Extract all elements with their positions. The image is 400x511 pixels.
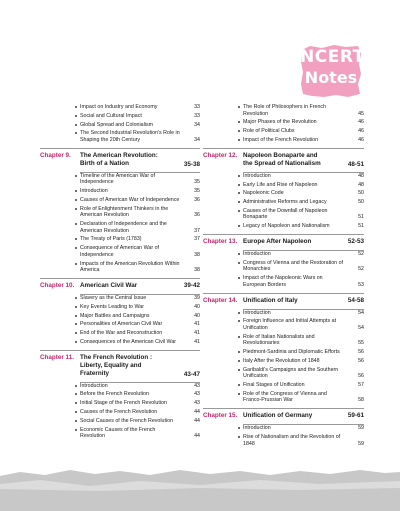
toc-entry — [203, 425, 364, 434]
toc-entry-page: 45 — [358, 110, 364, 117]
square-bullet-icon — [238, 210, 240, 212]
toc-entry-text: Administrative Reforms and Legacy — [243, 199, 327, 206]
chapter-page-range: 35-38 — [183, 160, 200, 168]
square-bullet-icon — [75, 199, 77, 201]
toc-entry-text: Causes of American War of Independence — [80, 196, 180, 203]
chapter-page-range: 43-47 — [183, 370, 200, 378]
toc-entry-page: 52 — [358, 266, 364, 273]
toc-entry-page: 34 — [194, 121, 200, 128]
square-bullet-icon — [75, 175, 77, 177]
toc-entry-text: Personalities of American Civil War — [80, 321, 163, 328]
toc-entry-page: 59 — [358, 425, 364, 432]
toc-entry-text: Consequences of the American Civil War — [80, 338, 177, 345]
chapter-title: The French Revolution : Liberty, Equality and Fraternity — [80, 353, 153, 377]
square-bullet-icon — [238, 253, 240, 255]
square-bullet-icon — [238, 351, 240, 353]
toc-entry — [40, 427, 200, 442]
toc-entry — [203, 173, 364, 182]
toc-entry-page: 38 — [194, 251, 200, 258]
toc-entry-page: 37 — [194, 236, 200, 243]
square-bullet-icon — [75, 315, 77, 317]
toc-entry — [40, 383, 200, 392]
square-bullet-icon — [238, 277, 240, 279]
toc-entry-text: Role of Enlightenment Thinkers in the American Revolution — [80, 205, 169, 219]
chapter-heading — [203, 234, 364, 249]
chapter-page-range: 59-61 — [347, 412, 364, 420]
toc-entry — [40, 304, 200, 313]
chapter-title: Unification of Germany — [243, 412, 313, 420]
toc-entry — [203, 182, 364, 191]
chapter-number: Chapter 11. — [40, 353, 74, 361]
toc-entry — [40, 339, 200, 348]
toc-entry-text: Before the French Revolution — [80, 391, 149, 398]
chapter-heading — [203, 408, 364, 423]
toc-entry — [203, 275, 364, 290]
toc-entry-page: 40 — [194, 312, 200, 319]
toc-entry — [203, 318, 364, 333]
square-bullet-icon — [75, 208, 77, 210]
toc-entry — [203, 251, 364, 260]
toc-entry-text: The Second Industrial Revolution's Role in Shaping the 20th Century — [80, 130, 180, 143]
square-bullet-icon — [238, 320, 240, 322]
square-bullet-icon — [75, 332, 77, 334]
square-bullet-icon — [75, 323, 77, 325]
toc-entry-page: 43 — [194, 400, 200, 407]
toc-entry-page: 48 — [358, 172, 364, 179]
toc-entry-text: Declaration of Independence and the American Revolution — [80, 221, 167, 234]
toc-entry-page: 56 — [358, 357, 364, 364]
chapter-page-range: 48-51 — [347, 160, 364, 168]
toc-entry-page: 36 — [194, 212, 200, 219]
toc-entry — [40, 206, 200, 221]
square-bullet-icon — [238, 336, 240, 338]
square-bullet-icon — [75, 393, 77, 395]
toc-entry — [203, 310, 364, 319]
chapter-number: Chapter 13. — [203, 238, 238, 245]
toc-entry-page: 55 — [358, 340, 364, 347]
toc-entry-text: Causes of the French Revolution — [80, 408, 158, 415]
square-bullet-icon — [75, 341, 77, 343]
toc-entry-page: 44 — [194, 408, 200, 415]
toc-entry-text: Social Causes of the French Revolution — [80, 417, 174, 424]
logo-line-1: NCERT — [300, 47, 365, 67]
toc-entry-text: Role of Political Clubs — [243, 128, 295, 135]
square-bullet-icon — [75, 115, 77, 117]
toc-entry-text: Global Spread and Colonialism — [80, 121, 154, 128]
square-bullet-icon — [238, 312, 240, 314]
chapter-number: Chapter 9. — [40, 151, 71, 159]
toc-entry-text: Social and Cultural Impact — [80, 112, 142, 119]
toc-entry-page: 57 — [358, 382, 364, 388]
toc-entry — [203, 260, 364, 275]
toc-entry-page: 59 — [358, 440, 364, 447]
chapter-heading — [203, 148, 364, 171]
toc-entry-page: 54 — [358, 309, 364, 316]
toc-right-column — [203, 104, 364, 449]
toc-entry-text: Role of Italian Nationalists and Revolutionaries — [243, 333, 315, 347]
toc-entry-page: 35 — [194, 179, 200, 186]
chapter-number: Chapter 12. — [203, 151, 238, 159]
square-bullet-icon — [238, 139, 240, 141]
toc-entry-page: 36 — [194, 196, 200, 203]
chapter-title: American Civil War — [80, 281, 138, 289]
toc-entry — [40, 261, 200, 276]
square-bullet-icon — [238, 427, 240, 429]
square-bullet-icon — [75, 306, 77, 308]
square-bullet-icon — [75, 411, 77, 413]
toc-entry — [40, 188, 200, 197]
toc-entry-page: 48 — [358, 181, 364, 188]
square-bullet-icon — [238, 369, 240, 371]
toc-entry-text: Introduction — [243, 172, 271, 179]
square-bullet-icon — [238, 106, 240, 108]
chapter-page-range: 52-53 — [347, 238, 364, 245]
toc-entry-page: 43 — [194, 391, 200, 398]
toc-entry-text: Final Stages of Unification — [243, 382, 305, 388]
square-bullet-icon — [238, 201, 240, 203]
toc-entry-page: 53 — [358, 281, 364, 288]
toc-entry — [40, 122, 200, 131]
toc-entry-page: 41 — [194, 321, 200, 328]
toc-entry-page: 56 — [358, 373, 364, 380]
toc-entry-text: Consequence of American War of Independence — [80, 245, 160, 258]
toc-entry — [40, 236, 200, 245]
toc-entry-page: 43 — [194, 382, 200, 389]
toc-entry-text: Impact on Industry and Economy — [80, 104, 158, 110]
bottom-brush-stroke — [0, 462, 400, 511]
square-bullet-icon — [238, 262, 240, 264]
toc-entry-page: 33 — [194, 104, 200, 110]
chapter-heading — [40, 278, 200, 293]
square-bullet-icon — [75, 106, 77, 108]
toc-entry — [203, 119, 364, 128]
toc-entry-text: Italy After the Revolution of 1848 — [243, 357, 320, 364]
chapter-title: Napoleon Bonaparte and the Spread of Nationalism — [243, 151, 321, 167]
chapter-heading — [203, 293, 364, 308]
toc-entry — [40, 330, 200, 339]
toc-entry — [40, 173, 200, 188]
toc-entry-page: 35 — [194, 188, 200, 195]
toc-entry-page: 46 — [358, 128, 364, 135]
chapter-number: Chapter 10. — [40, 281, 75, 289]
toc-entry-page: 34 — [194, 136, 200, 143]
toc-entry — [40, 409, 200, 418]
toc-entry-text: Impact of the French Revolution — [243, 136, 319, 143]
square-bullet-icon — [238, 360, 240, 362]
toc-entry-page: 33 — [194, 112, 200, 119]
toc-entry-page: 50 — [358, 190, 364, 197]
toc-entry-page: 51 — [358, 214, 364, 221]
toc-entry-text: Introduction — [243, 309, 271, 316]
toc-entry — [40, 313, 200, 322]
square-bullet-icon — [75, 132, 77, 134]
toc-entry-text: Congress of Vienna and the Restoration of Monarchies — [243, 259, 344, 273]
square-bullet-icon — [75, 124, 77, 126]
toc-entry-page: 52 — [358, 251, 364, 257]
toc-entry-text: Introduction — [80, 188, 108, 195]
toc-entry-text: Economic Causes of the French Revolution — [80, 426, 156, 440]
toc-entry-page: 39 — [194, 294, 200, 301]
toc-entry-text: Impact of the Napoleonic Wars on European Borders — [243, 275, 323, 288]
toc-entry — [40, 418, 200, 427]
toc-entry — [40, 221, 200, 236]
toc-entry — [203, 358, 364, 367]
toc-entry-text: Role of the Congress of Vienna and Franco-Prussian War — [243, 390, 327, 404]
toc-entry-text: Major Battles and Campaigns — [80, 312, 150, 319]
toc-entry — [40, 130, 200, 145]
square-bullet-icon — [75, 297, 77, 299]
toc-entry-page: 37 — [194, 227, 200, 234]
square-bullet-icon — [75, 247, 77, 249]
toc-entry-page: 46 — [358, 136, 364, 143]
chapter-page-range: 39-42 — [183, 281, 200, 289]
square-bullet-icon — [238, 184, 240, 186]
chapter-page-range: 54-58 — [347, 296, 364, 304]
toc-entry-text: Impacts of the American Revolution Within America — [80, 260, 180, 274]
square-bullet-icon — [75, 385, 77, 387]
toc-entry-page: 54 — [358, 324, 364, 331]
square-bullet-icon — [75, 238, 77, 240]
square-bullet-icon — [238, 192, 240, 194]
toc-entry-page: 56 — [358, 349, 364, 356]
toc-entry-text: End of the War and Reconstruction — [80, 330, 163, 337]
toc-entry — [40, 321, 200, 330]
toc-entry-page: 50 — [358, 199, 364, 206]
chapter-title: The American Revolution: Birth of a Nation — [80, 151, 158, 167]
toc-entry-text: Piedmont-Sardinia and Diplomatic Efforts — [243, 349, 340, 356]
chapter-title: Unification of Italy — [243, 296, 298, 304]
toc-entry-page: 40 — [194, 303, 200, 310]
toc-entry-text: Napoleonic Code — [243, 190, 284, 197]
toc-entry-text: Introduction — [243, 425, 271, 432]
ncert-notes-logo — [300, 44, 365, 98]
toc-entry-page: 41 — [194, 338, 200, 345]
toc-entry — [40, 113, 200, 122]
square-bullet-icon — [75, 420, 77, 422]
toc-entry-page: 38 — [194, 267, 200, 274]
toc-left-column — [40, 104, 200, 442]
toc-entry — [203, 104, 364, 119]
chapter-number: Chapter 15. — [203, 412, 238, 420]
toc-entry-text: Key Events Leading to War — [80, 303, 144, 310]
toc-entry-text: Slavery as the Central Issue — [80, 294, 147, 301]
toc-entry-text: Early Life and Rise of Napoleon — [243, 181, 318, 188]
toc-entry — [203, 349, 364, 358]
toc-entry — [40, 245, 200, 260]
toc-entry — [203, 199, 364, 208]
square-bullet-icon — [75, 263, 77, 265]
square-bullet-icon — [75, 402, 77, 404]
toc-entry — [203, 434, 364, 449]
toc-entry-text: Major Phases of the Revolution — [243, 119, 317, 126]
toc-entry-page: 58 — [358, 397, 364, 404]
toc-entry-page: 41 — [194, 330, 200, 337]
chapter-heading — [40, 350, 200, 381]
toc-entry-text: The Role of Philosophers in French Revolution — [243, 104, 327, 117]
toc-entry — [203, 223, 364, 232]
square-bullet-icon — [238, 130, 240, 132]
square-bullet-icon — [238, 393, 240, 395]
toc-entry-page: 44 — [194, 433, 200, 440]
logo-line-2: Notes — [304, 68, 358, 87]
square-bullet-icon — [75, 190, 77, 192]
toc-entry — [203, 208, 364, 223]
toc-entry-text: The Treaty of Paris (1783) — [80, 236, 142, 243]
toc-entry-text: Legacy of Napoleon and Nationalism — [243, 223, 330, 230]
toc-entry-text: Rise of Nationalism and the Revolution of 1848 — [243, 433, 341, 447]
toc-entry — [203, 137, 364, 146]
toc-entry — [203, 128, 364, 137]
toc-entry-text: Timeline of the American War of Independence — [80, 172, 155, 186]
toc-entry-text: Introduction — [80, 382, 108, 389]
toc-entry-text: Garibaldi's Campaigns and the Southern Unification — [243, 366, 339, 380]
toc-entry-page: 51 — [358, 223, 364, 230]
square-bullet-icon — [238, 121, 240, 123]
toc-entry — [40, 400, 200, 409]
toc-entry-text: Causes of the Downfall of Napoleon Bonaparte — [243, 207, 328, 221]
toc-entry — [203, 367, 364, 382]
square-bullet-icon — [238, 384, 240, 386]
square-bullet-icon — [75, 223, 77, 225]
chapter-heading — [40, 148, 200, 171]
toc-entry-text: Initial Stage of the French Revolution — [80, 400, 167, 407]
toc-entry — [203, 382, 364, 391]
toc-entry-page: 46 — [358, 119, 364, 126]
toc-entry-text: Foreign Influence and Initial Attempts at Unification — [243, 318, 337, 331]
chapter-title: Europe After Napoleon — [243, 238, 312, 245]
toc-entry — [40, 391, 200, 400]
toc-entry — [40, 104, 200, 113]
toc-entry — [40, 295, 200, 304]
toc-entry — [40, 197, 200, 206]
chapter-number: Chapter 14. — [203, 296, 238, 304]
toc-entry-page: 44 — [194, 417, 200, 424]
toc-entry-text: Introduction — [243, 251, 271, 257]
toc-entry — [203, 190, 364, 199]
square-bullet-icon — [238, 175, 240, 177]
square-bullet-icon — [238, 225, 240, 227]
toc-entry — [203, 334, 364, 349]
square-bullet-icon — [75, 429, 77, 431]
toc-entry — [203, 391, 364, 406]
square-bullet-icon — [238, 436, 240, 438]
